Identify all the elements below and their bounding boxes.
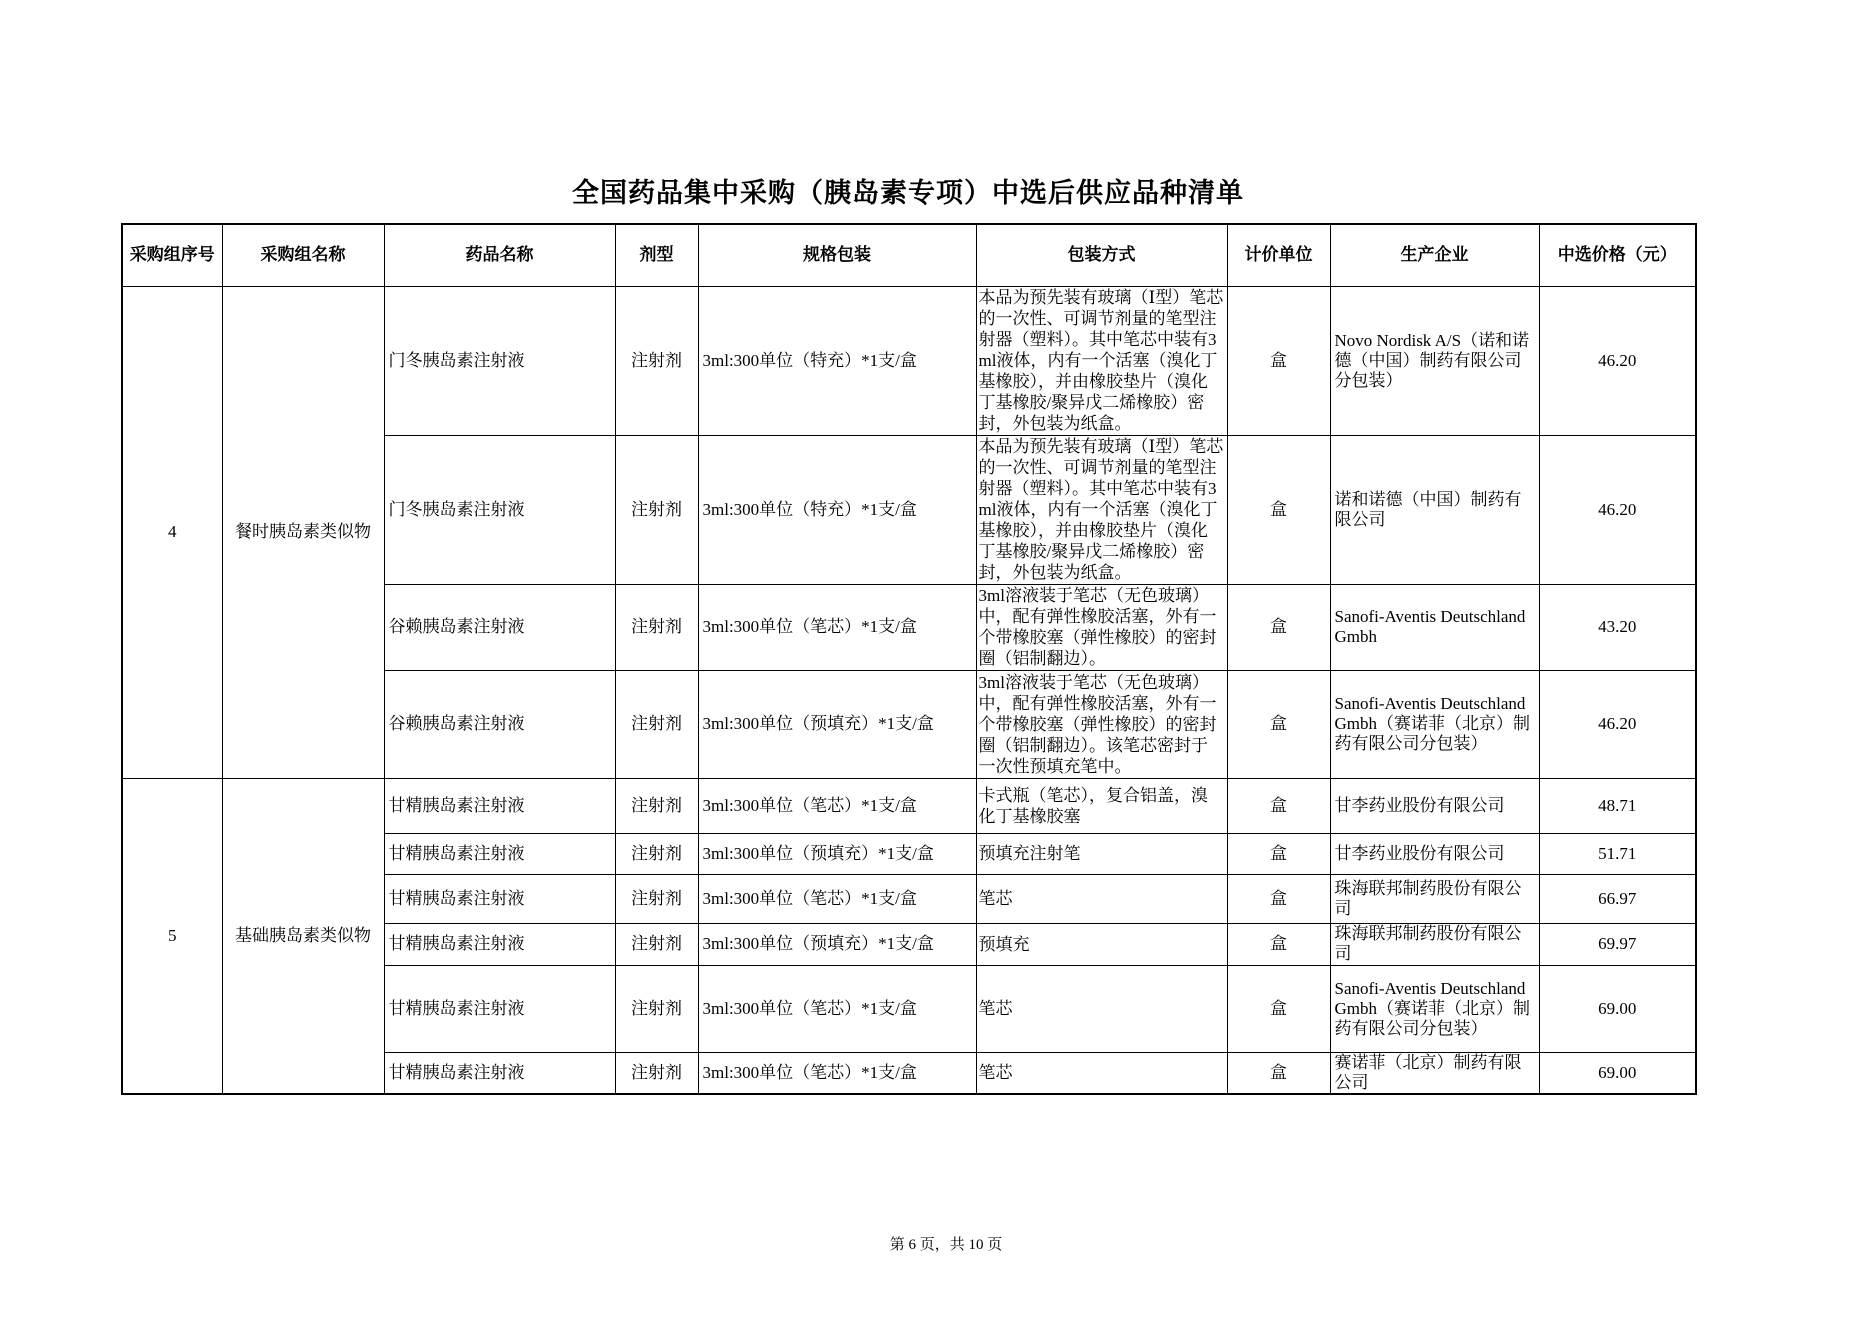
dosage-form-cell: [615, 1052, 698, 1094]
dosage-form: 注射剂: [631, 499, 682, 519]
dosage-form-cell: [615, 435, 698, 584]
packaging: 笔芯: [978, 999, 1013, 1018]
unit-cell: [1227, 286, 1330, 435]
supply-list-table: [121, 223, 1697, 1095]
unit: 盒: [1270, 843, 1287, 863]
manufacturer-cell: [1330, 965, 1539, 1052]
group-number-cell: [122, 286, 222, 778]
price: 46.20: [1598, 499, 1637, 519]
drug-name-cell: [384, 874, 615, 923]
unit: 盒: [1270, 795, 1287, 815]
packaging: 3ml溶液装于笔芯（无色玻璃）中，配有弹性橡胶活塞，外有一个带橡胶塞（弹性橡胶）的密封圈（铝制翻边）。该笔芯密封于一次性预填充笔中。: [978, 672, 1217, 776]
spec-cell: [698, 778, 976, 833]
price-cell: [1539, 584, 1696, 670]
drug-name-cell: [384, 965, 615, 1052]
table-row: [122, 286, 1696, 435]
unit-cell: [1227, 874, 1330, 923]
page-number-footer: 第 6 页，共 10 页: [889, 1237, 1003, 1253]
header-group-number: 采购组序号: [122, 224, 222, 286]
packaging: 卡式瓶（笔芯），复合铝盖，溴化丁基橡胶塞: [978, 785, 1208, 826]
drug-name-cell: [384, 286, 615, 435]
header-packaging: 包装方式: [976, 224, 1227, 286]
dosage-form: 注射剂: [631, 1062, 682, 1082]
group-number: 5: [168, 925, 177, 945]
unit: 盒: [1270, 1062, 1287, 1082]
spec-cell: [698, 874, 976, 923]
dosage-form-cell: [615, 923, 698, 965]
dosage-form: 注射剂: [631, 934, 682, 953]
dosage-form-cell: [615, 286, 698, 435]
unit: 盒: [1270, 350, 1287, 370]
price-cell: [1539, 778, 1696, 833]
group-number: 4: [168, 522, 177, 541]
manufacturer-cell: [1330, 435, 1539, 584]
unit: 盒: [1270, 499, 1287, 519]
header-group-name: 采购组名称: [222, 224, 384, 286]
spec: 3ml:300单位（特充）*1支/盒: [702, 350, 917, 370]
price: 43.20: [1598, 617, 1637, 636]
drug-name-cell: [384, 778, 615, 833]
unit-cell: [1227, 584, 1330, 670]
group-number-cell: [122, 778, 222, 1094]
manufacturer: Novo Nordisk A/S（诺和诺德（中国）制药有限公司分包装）: [1334, 330, 1530, 390]
manufacturer-cell: [1330, 584, 1539, 670]
spec: 3ml:300单位（预填充）*1支/盒: [702, 843, 934, 863]
group-name-cell: [222, 778, 384, 1094]
drug-name: 门冬胰岛素注射液: [388, 499, 525, 519]
manufacturer: Sanofi-Aventis Deutschland Gmbh: [1334, 607, 1526, 646]
price: 46.20: [1598, 714, 1637, 733]
packaging-cell: [976, 874, 1227, 923]
header-manufacturer: 生产企业: [1330, 224, 1539, 286]
header-drug-name: 药品名称: [384, 224, 615, 286]
unit: 盒: [1270, 888, 1287, 908]
drug-name: 门冬胰岛素注射液: [388, 350, 525, 370]
drug-name-cell: [384, 833, 615, 874]
manufacturer: 甘李药业股份有限公司: [1334, 795, 1505, 815]
dosage-form-cell: [615, 584, 698, 670]
header-spec: 规格包装: [698, 224, 976, 286]
drug-name: 甘精胰岛素注射液: [388, 843, 525, 863]
packaging-cell: [976, 584, 1227, 670]
manufacturer: 珠海联邦制药股份有限公司: [1334, 924, 1522, 963]
price-cell: [1539, 874, 1696, 923]
price: 66.97: [1598, 888, 1637, 908]
manufacturer-cell: [1330, 923, 1539, 965]
dosage-form-cell: [615, 670, 698, 778]
manufacturer-cell: [1330, 670, 1539, 778]
price: 46.20: [1598, 350, 1637, 370]
manufacturer-cell: [1330, 286, 1539, 435]
drug-name-cell: [384, 670, 615, 778]
price-cell: [1539, 670, 1696, 778]
spec-cell: [698, 1052, 976, 1094]
unit-cell: [1227, 778, 1330, 833]
spec: 3ml:300单位（笔芯）*1支/盒: [702, 795, 917, 815]
unit: 盒: [1270, 998, 1287, 1018]
packaging-cell: [976, 1052, 1227, 1094]
dosage-form-cell: [615, 833, 698, 874]
manufacturer: 赛诺菲（北京）制药有限公司: [1334, 1052, 1522, 1092]
manufacturer-cell: [1330, 1052, 1539, 1094]
unit: 盒: [1270, 934, 1287, 953]
packaging: 3ml溶液装于笔芯（无色玻璃）中，配有弹性橡胶活塞，外有一个带橡胶塞（弹性橡胶）的密封圈（铝制翻边）。: [978, 586, 1217, 668]
drug-name-cell: [384, 1052, 615, 1094]
group-name-cell: [222, 286, 384, 778]
unit-cell: [1227, 1052, 1330, 1094]
price-cell: [1539, 1052, 1696, 1094]
drug-name: 甘精胰岛素注射液: [388, 888, 525, 908]
manufacturer: Sanofi-Aventis Deutschland Gmbh（赛诺菲（北京）制药有限公司分包装）: [1334, 978, 1530, 1038]
dosage-form: 注射剂: [631, 795, 682, 815]
spec-cell: [698, 435, 976, 584]
packaging-cell: [976, 833, 1227, 874]
dosage-form-cell: [615, 965, 698, 1052]
packaging: 本品为预先装有玻璃（Ⅰ型）笔芯的一次性、可调节剂量的笔型注射器（塑料）。其中笔芯中装有3ml液体，内有一个活塞（溴化丁基橡胶），并由橡胶垫片（溴化丁基橡胶/聚异戊二烯橡胶）密封，外包装为纸盒。: [978, 288, 1224, 433]
packaging: 本品为预先装有玻璃（Ⅰ型）笔芯的一次性、可调节剂量的笔型注射器（塑料）。其中笔芯中装有3ml液体，内有一个活塞（溴化丁基橡胶），并由橡胶垫片（溴化丁基橡胶/聚异戊二烯橡胶）密封，外包装为纸盒。: [978, 437, 1224, 582]
spec-cell: [698, 670, 976, 778]
packaging: 笔芯: [978, 889, 1013, 908]
spec: 3ml:300单位（笔芯）*1支/盒: [702, 617, 917, 636]
manufacturer: 诺和诺德（中国）制药有限公司: [1334, 489, 1522, 529]
packaging: 预填充: [978, 934, 1030, 954]
packaging-cell: [976, 286, 1227, 435]
packaging: 笔芯: [978, 1063, 1013, 1083]
spec-cell: [698, 923, 976, 965]
unit-cell: [1227, 435, 1330, 584]
dosage-form-cell: [615, 874, 698, 923]
spec: 3ml:300单位（笔芯）*1支/盒: [702, 1062, 917, 1082]
dosage-form: 注射剂: [631, 714, 682, 733]
dosage-form: 注射剂: [631, 998, 682, 1018]
price: 51.71: [1598, 843, 1637, 863]
drug-name: 甘精胰岛素注射液: [388, 795, 525, 815]
dosage-form-cell: [615, 778, 698, 833]
spec-cell: [698, 965, 976, 1052]
price: 69.00: [1598, 1062, 1637, 1082]
dosage-form: 注射剂: [631, 888, 682, 908]
packaging: 预填充注射笔: [978, 844, 1081, 863]
spec-cell: [698, 286, 976, 435]
spec: 3ml:300单位（特充）*1支/盒: [702, 499, 917, 519]
drug-name: 谷赖胰岛素注射液: [388, 714, 525, 733]
drug-name: 甘精胰岛素注射液: [388, 998, 525, 1018]
price-cell: [1539, 923, 1696, 965]
price-cell: [1539, 965, 1696, 1052]
manufacturer-cell: [1330, 874, 1539, 923]
packaging-cell: [976, 965, 1227, 1052]
dosage-form: 注射剂: [631, 617, 682, 636]
group-name: 餐时胰岛素类似物: [235, 522, 371, 541]
price: 69.97: [1598, 934, 1637, 953]
price-cell: [1539, 435, 1696, 584]
group-name: 基础胰岛素类似物: [235, 925, 371, 945]
spec: 3ml:300单位（预填充）*1支/盒: [702, 714, 934, 733]
drug-name-cell: [384, 923, 615, 965]
drug-name-cell: [384, 435, 615, 584]
packaging-cell: [976, 778, 1227, 833]
document-title: 全国药品集中采购（胰岛素专项）中选后供应品种清单: [572, 178, 1244, 208]
header-row: [122, 224, 1696, 286]
unit-cell: [1227, 670, 1330, 778]
price: 69.00: [1598, 998, 1637, 1018]
price-cell: [1539, 833, 1696, 874]
manufacturer: Sanofi-Aventis Deutschland Gmbh（赛诺菲（北京）制药有限公司分包装）: [1334, 694, 1530, 753]
packaging-cell: [976, 670, 1227, 778]
drug-name: 甘精胰岛素注射液: [388, 1062, 525, 1082]
header-dosage-form: 剂型: [615, 224, 698, 286]
unit-cell: [1227, 965, 1330, 1052]
packaging-cell: [976, 435, 1227, 584]
header-unit: 计价单位: [1227, 224, 1330, 286]
manufacturer-cell: [1330, 833, 1539, 874]
header-price: 中选价格（元）: [1539, 224, 1696, 286]
manufacturer-cell: [1330, 778, 1539, 833]
unit-cell: [1227, 923, 1330, 965]
unit-cell: [1227, 833, 1330, 874]
dosage-form: 注射剂: [631, 350, 682, 370]
unit: 盒: [1270, 617, 1287, 636]
dosage-form: 注射剂: [631, 843, 682, 863]
spec: 3ml:300单位（预填充）*1支/盒: [702, 934, 934, 953]
spec: 3ml:300单位（笔芯）*1支/盒: [702, 888, 917, 908]
unit: 盒: [1270, 714, 1287, 733]
spec-cell: [698, 584, 976, 670]
spec: 3ml:300单位（笔芯）*1支/盒: [702, 998, 917, 1018]
table-row: [122, 778, 1696, 833]
manufacturer: 甘李药业股份有限公司: [1334, 843, 1505, 863]
price-cell: [1539, 286, 1696, 435]
drug-name: 甘精胰岛素注射液: [388, 934, 525, 953]
packaging-cell: [976, 923, 1227, 965]
drug-name-cell: [384, 584, 615, 670]
manufacturer: 珠海联邦制药股份有限公司: [1334, 878, 1522, 918]
drug-name: 谷赖胰岛素注射液: [388, 617, 525, 636]
spec-cell: [698, 833, 976, 874]
price: 48.71: [1598, 795, 1637, 815]
